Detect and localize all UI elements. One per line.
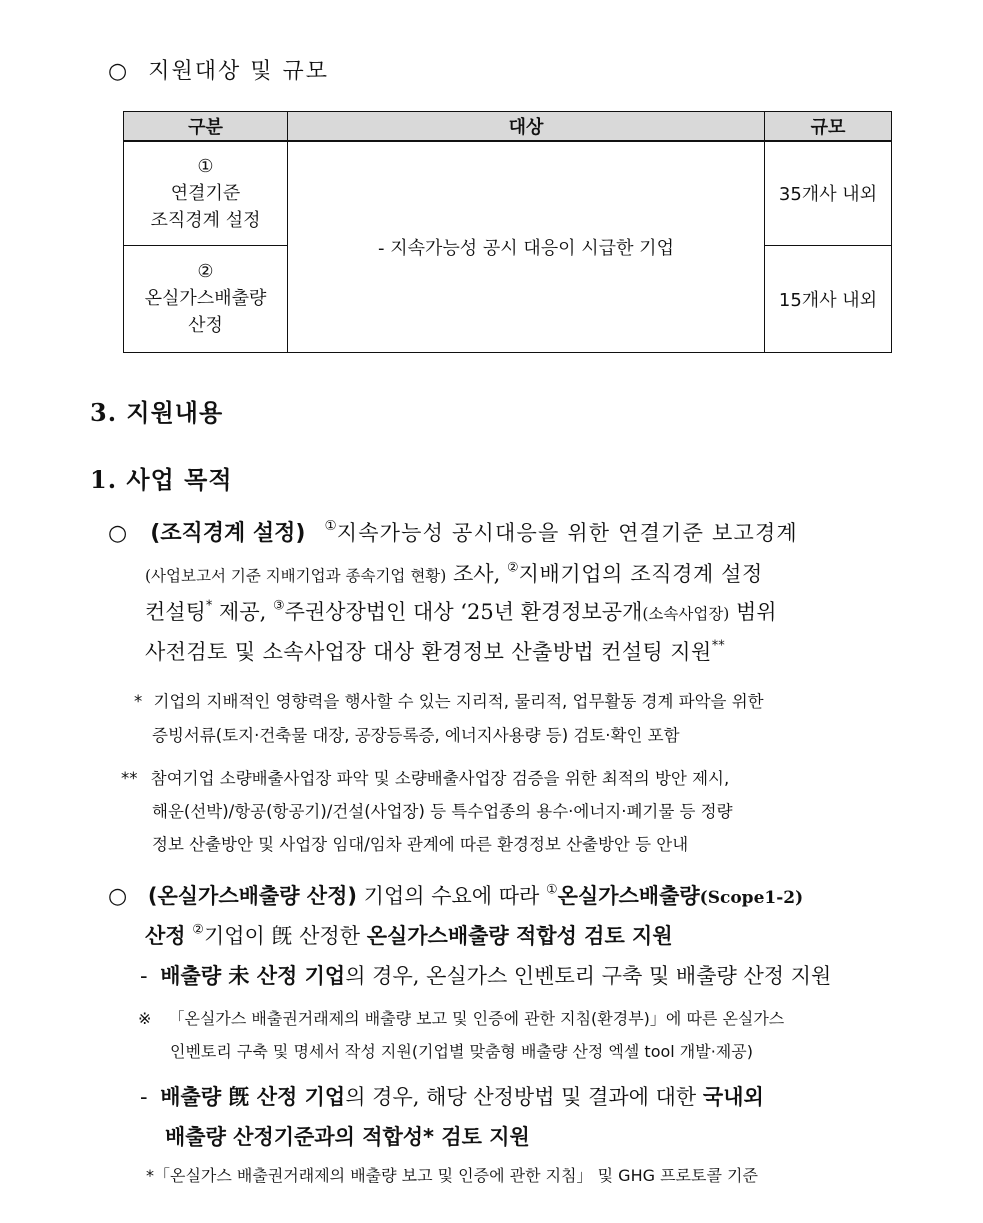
- para2-text2: 기업이 旣 산정한: [203, 924, 367, 948]
- row-category-line: 연결기준: [170, 182, 241, 204]
- section-title-text: 지원대상 및 규모: [148, 59, 329, 84]
- para1-line2: [145, 558, 763, 588]
- para1-num2: ②: [506, 560, 519, 576]
- note4-mark: *: [146, 1166, 154, 1185]
- table-header-target: 대상: [288, 112, 765, 142]
- row-number: ①: [197, 155, 214, 177]
- para1-text3a: 컨설팅: [145, 600, 206, 624]
- para1-text3b: 제공,: [212, 600, 273, 624]
- circle-bullet: ○: [108, 884, 128, 909]
- dash2-text: 의 경우, 해당 산정방법 및 결과에 대한: [345, 1085, 703, 1109]
- para1-line3: [145, 596, 777, 626]
- para2-text1: 기업의 수요에 따라: [356, 884, 546, 908]
- heading-support-content: 3. 지원내용: [90, 398, 224, 427]
- row-number: ②: [197, 261, 214, 282]
- para1-text1: 지속가능성 공시대응을 위한 연결기준 보고경계: [336, 521, 798, 545]
- note4-line1: [146, 1163, 758, 1186]
- dash2-line2: 배출량 산정기준과의 적합성* 검토 지원: [165, 1125, 530, 1149]
- para2-bold2: 산정: [145, 924, 186, 948]
- circle-bullet: ○: [108, 521, 128, 546]
- para2-bold1: 온실가스배출량: [557, 884, 700, 908]
- table-row-scale: 15개사 내외: [765, 245, 892, 352]
- para2-label: (온실가스배출량 산정): [147, 884, 357, 908]
- para2-bold3: 온실가스배출량 적합성 검토 지원: [366, 924, 673, 948]
- dash2-bold-end: 국내외: [702, 1085, 764, 1109]
- row-category-line: 온실가스배출량: [144, 288, 267, 309]
- para2-scope: (Scope1-2): [699, 888, 804, 908]
- note2-mark: **: [121, 769, 138, 788]
- heading-business-purpose: 1. 사업 목적: [90, 465, 233, 494]
- table-row-scale: 35개사 내외: [765, 141, 892, 245]
- row-category-line: 조직경계 설정: [150, 209, 261, 231]
- para1-text2-end: 지배기업의 조직경계 설정: [518, 562, 763, 586]
- para1-text3c: 주권상장법인 대상 ‘25년 환경정보공개: [284, 600, 643, 624]
- para1-small1: (사업보고서 기준 지배기업과 종속기업 현황): [145, 567, 447, 585]
- note2-line2: 해운(선박)/항공(항공기)/건설(사업장) 등 특수업종의 용수·에너지·폐기물 등 정량: [152, 802, 733, 821]
- note2-text1: 참여기업 소량배출사업장 파악 및 소량배출사업장 검증을 위한 최적의 방안 제시,: [150, 769, 730, 788]
- dash2-bold: 배출량 旣 산정 기업: [160, 1085, 346, 1109]
- table-row-category: [124, 141, 288, 245]
- para1-num3: ③: [272, 598, 285, 614]
- para1-star2: **: [711, 638, 725, 654]
- note1-mark: *: [134, 692, 143, 711]
- note3-mark: ※: [138, 1009, 152, 1028]
- row-category-line: 산정: [188, 315, 223, 336]
- note2-line3: 정보 산출방안 및 사업장 임대/임차 관계에 따른 환경정보 산출방안 등 안내: [152, 835, 689, 854]
- para1-line1: [108, 516, 798, 547]
- dash1-bold: 배출량 未 산정 기업: [160, 964, 346, 988]
- table-target-cell: [288, 141, 765, 352]
- para1-star1: *: [205, 598, 213, 614]
- para1-small2: (소속사업장): [642, 605, 730, 623]
- note1-line2: 증빙서류(토지·건축물 대장, 공장등록증, 에너지사용량 등) 검토·확인 포함: [152, 726, 680, 745]
- table-header-category: 구분: [124, 112, 288, 142]
- note3-line1: [138, 1006, 784, 1029]
- para2-num2: ②: [192, 922, 204, 938]
- para1-line4: [145, 636, 725, 666]
- note3-line2: 인벤토리 구축 및 명세서 작성 지원(기업별 맞춤형 배출량 산정 엑셀 tool 개발·제공): [170, 1042, 753, 1061]
- para2-num1: ①: [545, 882, 558, 898]
- para1-text4: 사전검토 및 소속사업장 대상 환경정보 산출방법 컨설팅 지원: [145, 640, 712, 664]
- para2-line1: [108, 880, 803, 910]
- target-text: - 지속가능성 공시 대응이 시급한 기업: [378, 237, 674, 259]
- dash2-line1: [140, 1081, 764, 1111]
- para1-text2: 조사,: [446, 562, 507, 586]
- table-header-scale: 규모: [765, 112, 892, 142]
- para1-label: (조직경계 설정): [150, 521, 306, 546]
- para1-num1: ①: [324, 517, 337, 534]
- dash2-mark: -: [140, 1085, 148, 1109]
- note1-line1: [134, 688, 764, 712]
- dash1-line: [140, 960, 831, 990]
- circle-bullet: ○: [108, 59, 128, 84]
- note2-line1: [121, 765, 729, 789]
- note1-text1: 기업의 지배적인 영향력을 행사할 수 있는 지리적, 물리적, 업무활동 경계 파악을 위한: [153, 692, 764, 711]
- dash1-text: 의 경우, 온실가스 인벤토리 구축 및 배출량 산정 지원: [345, 964, 832, 988]
- section-title: [108, 54, 329, 85]
- note4-text1: 「온실가스 배출권거래제의 배출량 보고 및 인증에 관한 지침」 및 GHG 프로토콜 기준: [154, 1166, 758, 1185]
- support-target-table: [123, 111, 892, 353]
- table-row-category: [124, 245, 288, 352]
- para2-line2: [145, 920, 673, 950]
- note3-text1: 「온실가스 배출권거래제의 배출량 보고 및 인증에 관한 지침(환경부)」에 따른 온실가스: [168, 1009, 785, 1028]
- dash1-mark: -: [140, 964, 148, 988]
- para1-text3d: 범위: [729, 600, 777, 624]
